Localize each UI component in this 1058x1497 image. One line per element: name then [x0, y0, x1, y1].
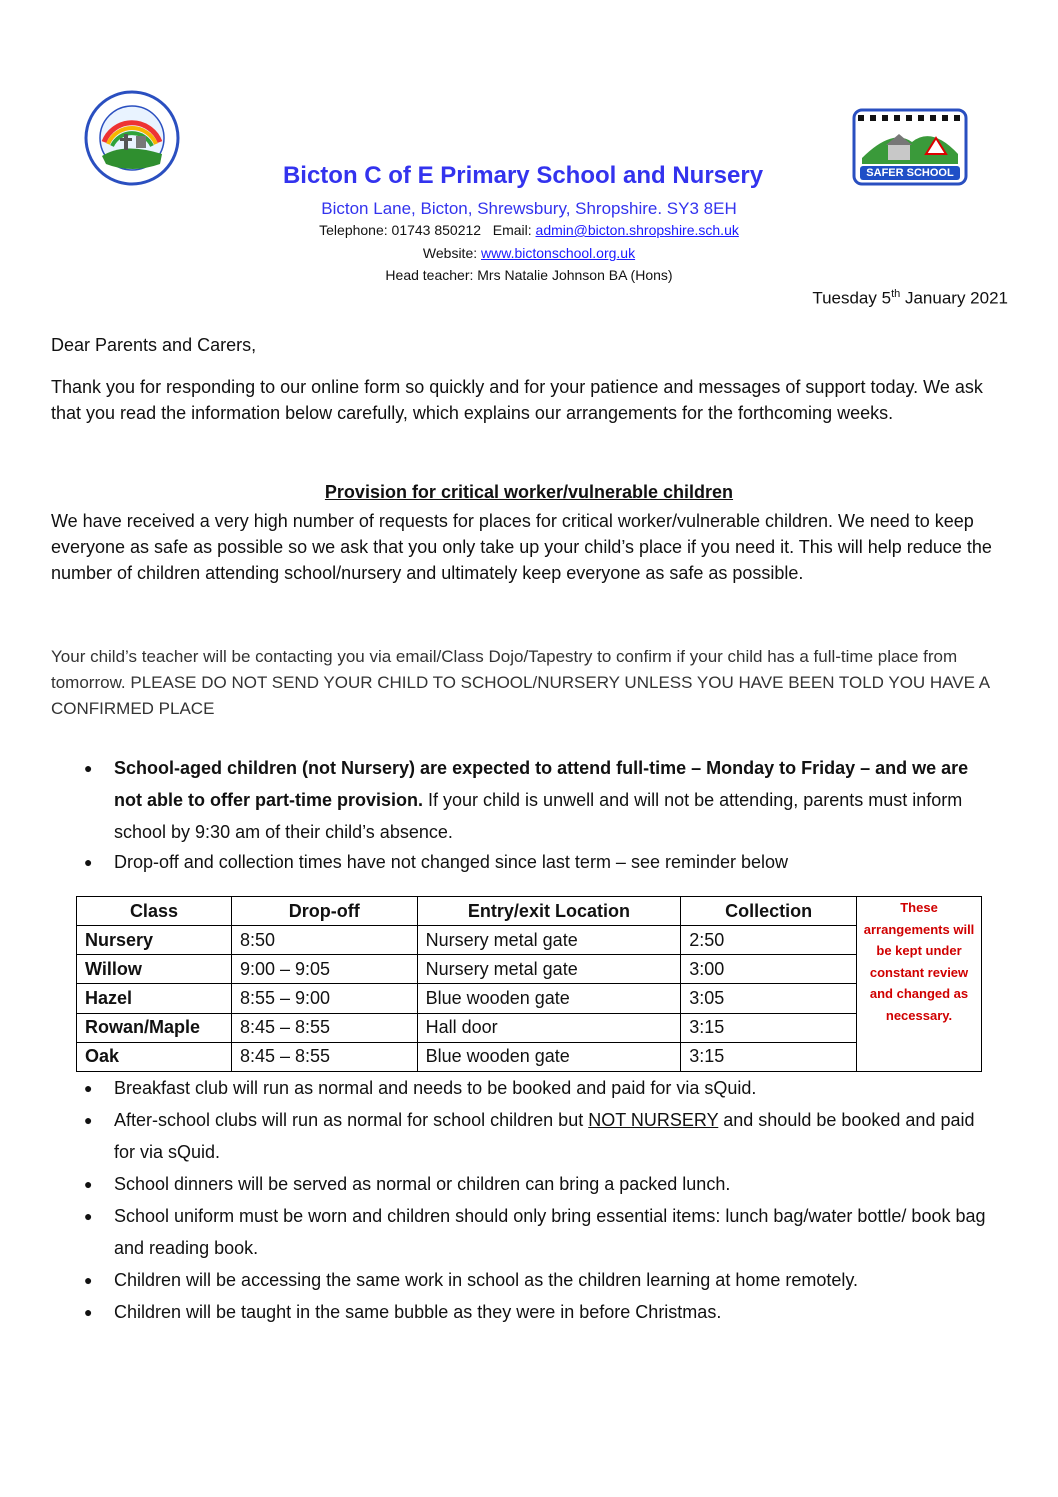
table-row	[77, 984, 982, 1013]
collection-cell: 3:15	[681, 1013, 857, 1042]
website-line	[0, 245, 1058, 261]
school-name: Bicton C of E Primary School and Nursery	[282, 162, 764, 189]
teacher-contact-paragraph: Your child’s teacher will be contacting you via email/Class Dojo/Tapestry to confirm if your child has a full-time place from tomorrow. PLEASE DO NOT SEND YOUR CHILD TO SCHOOL/NURSERY UNLESS YOU HAVE BEEN TOLD YOU HAVE A CONFIRMED PLACE	[51, 647, 990, 718]
dropoff-collection-table	[76, 896, 982, 1072]
provision-heading: Provision for critical worker/vulnerable children	[324, 482, 734, 502]
location-cell: Blue wooden gate	[417, 984, 681, 1013]
bullet-text	[114, 752, 994, 848]
table-row	[77, 1042, 982, 1071]
table-row	[77, 955, 982, 984]
collection-cell: 2:50	[681, 926, 857, 955]
bullet-dot: ●	[84, 1112, 93, 1128]
school-address: Bicton Lane, Bicton, Shrewsbury, Shropshire. SY3 8EH	[321, 199, 737, 218]
date-day: Tuesday 5	[812, 288, 892, 308]
bullet-dot: ●	[84, 1304, 93, 1320]
class-cell: Nursery	[77, 926, 232, 955]
afterschool-text-a: After-school clubs will run as normal for school children but	[114, 1110, 589, 1130]
dropoff-cell: 8:45 – 8:55	[231, 1013, 417, 1042]
dropoff-cell: 8:50	[231, 926, 417, 955]
collection-cell: 3:05	[681, 984, 857, 1013]
collection-cell: 3:00	[681, 955, 857, 984]
collection-cell: 3:15	[681, 1042, 857, 1071]
bullet-text: Drop-off and collection times have not changed since last term – see reminder below	[114, 852, 789, 872]
table-header-row	[77, 897, 982, 926]
email-link[interactable]: admin@bicton.shropshire.sch.uk	[535, 222, 739, 238]
bullet-text: Children will be accessing the same work in school as the children learning at home remotely.	[114, 1270, 859, 1290]
column-header: Drop-off	[231, 897, 417, 926]
bullet-dot: ●	[84, 1080, 93, 1096]
arrangements-note: These arrangements will be kept under constant review and changed as necessary.	[857, 897, 982, 1072]
greeting: Dear Parents and Carers,	[51, 335, 257, 355]
location-cell: Nursery metal gate	[417, 926, 681, 955]
bullet-text: Children will be taught in the same bubble as they were in before Christmas.	[114, 1302, 722, 1322]
date-suffix: th	[891, 288, 901, 300]
bullet-text: School uniform must be worn and children should only bring essential items: lunch bag/water bottle/ book bag and reading book.	[114, 1206, 986, 1258]
attendance-rest: If your child is unwell and will not be attending, parents must inform school by 9:30 am of their child’s absence.	[114, 790, 963, 842]
attendance-bold: School-aged children (not Nursery) are expected to attend full-time – Monday to Friday – and we are not able to offer part-time provision.	[114, 758, 969, 810]
dropoff-cell: 9:00 – 9:05	[231, 955, 417, 984]
bullet-text: Breakfast club will run as normal and needs to be booked and paid for via sQuid.	[114, 1078, 757, 1098]
not-nursery-underlined: NOT NURSERY	[588, 1110, 719, 1130]
bullet-dot: ●	[84, 854, 93, 870]
telephone: Telephone: 01743 850212	[319, 222, 482, 238]
bullet-dot: ●	[84, 760, 93, 776]
column-header: Class	[77, 897, 232, 926]
class-cell: Willow	[77, 955, 232, 984]
bullet-dot: ●	[84, 1272, 93, 1288]
letter-date	[812, 288, 1008, 309]
afterschool-text-b: and should be booked and paid for via sQuid.	[114, 1110, 975, 1162]
column-header: Collection	[681, 897, 857, 926]
bullet-dot: ●	[84, 1208, 93, 1224]
intro-paragraph: Thank you for responding to our online form so quickly and for your patience and messages of support today. We ask that you read the information below carefully, which explains our arrangements for the forthcoming weeks.	[51, 377, 983, 423]
website-link[interactable]: www.bictonschool.org.uk	[481, 245, 636, 261]
bullet-text: School dinners will be served as normal or children can bring a packed lunch.	[114, 1174, 731, 1194]
table-row	[77, 1013, 982, 1042]
bullet-text	[114, 1104, 994, 1168]
table-row	[77, 926, 982, 955]
class-cell: Oak	[77, 1042, 232, 1071]
location-cell: Nursery metal gate	[417, 955, 681, 984]
class-cell: Hazel	[77, 984, 232, 1013]
dropoff-cell: 8:55 – 9:00	[231, 984, 417, 1013]
headteacher-line: Head teacher: Mrs Natalie Johnson BA (Hons)	[385, 267, 673, 283]
provision-paragraph: We have received a very high number of requests for places for critical worker/vulnerable children. We need to keep everyone as safe as possible so we ask that you only take up your child’s place if you need it. This will help reduce the number of children attending school/nursery and ultimately keep everyone as safe as possible.	[51, 511, 992, 583]
class-cell: Rowan/Maple	[77, 1013, 232, 1042]
column-header: Entry/exit Location	[417, 897, 681, 926]
contact-line	[0, 222, 1058, 238]
date-rest: January 2021	[900, 288, 1008, 308]
bullet-dot: ●	[84, 1176, 93, 1192]
location-cell: Hall door	[417, 1013, 681, 1042]
dropoff-cell: 8:45 – 8:55	[231, 1042, 417, 1071]
email-label: Email:	[492, 222, 532, 238]
location-cell: Blue wooden gate	[417, 1042, 681, 1071]
safer-school-label: SAFER SCHOOL	[866, 167, 954, 179]
website-label: Website:	[422, 245, 478, 261]
